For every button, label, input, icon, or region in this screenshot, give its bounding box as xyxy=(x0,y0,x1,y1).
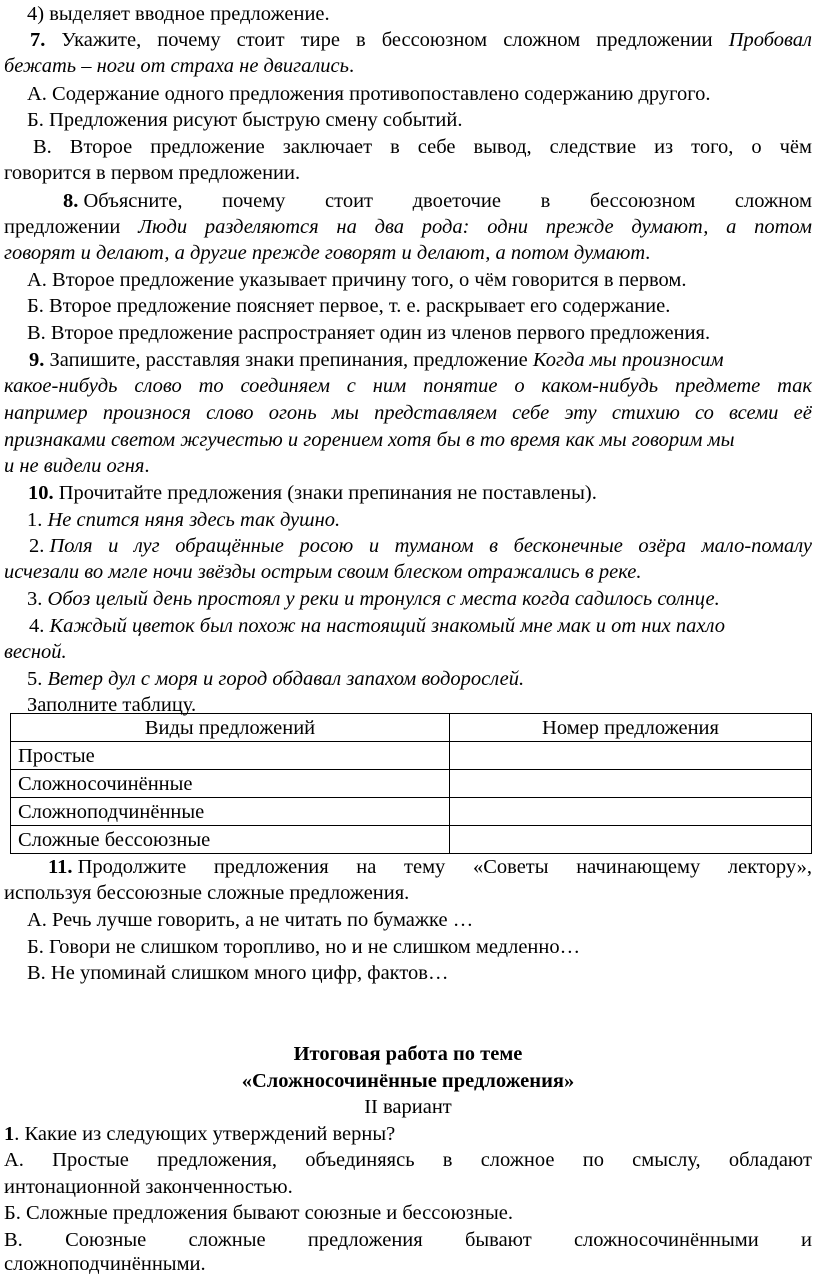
q9-number: 9. xyxy=(29,349,45,371)
final-q1-option-v-line-1: В. Союзные сложные предложения бывают сложносочинёнными и xyxy=(4,1229,812,1251)
q8-option-b: Б. Второе предложение поясняет первое, т. е. раскрывает его содержание. xyxy=(27,295,671,317)
q8-line-3: говорят и делают, а другие прежде говорят и делают, а потом думают. xyxy=(4,242,651,264)
q8-option-a: А. Второе предложение указывает причину того, о чём говорится в первом. xyxy=(27,269,687,291)
q7-option-v-line-1: В. Второе предложение заключает в себе вывод, следствие из того, о чём xyxy=(33,136,812,158)
q10-number: 10. xyxy=(28,482,54,504)
q7-option-v-line-2: говорится в первом предложении. xyxy=(4,162,301,184)
q7-word: Укажите, xyxy=(61,29,142,51)
table-header-row xyxy=(11,714,812,742)
q6-answer-4 xyxy=(27,1,816,28)
q9-line-4: признаками светом жгучестью и горением хотя бы в то время как мы говорим мы xyxy=(4,429,735,451)
q11-option-v: В. Не упоминай слишком много цифр, фактов… xyxy=(27,962,449,984)
q7-line-2: бежать – ноги от страха не двигались. xyxy=(4,55,355,77)
table-cell-input[interactable] xyxy=(450,798,812,826)
table-cell-input[interactable] xyxy=(450,826,812,854)
q7-option-a: А. Содержание одного предложения противопоставлено содержанию другого. xyxy=(27,83,711,105)
final-q1-option-a-line-1: А. Простые предложения, объединяясь в сложное по смыслу, обладают xyxy=(4,1149,812,1171)
q11-option-b: Б. Говори не слишком торопливо, но и не слишком медленно… xyxy=(27,936,581,958)
q8-line-2: предложении Люди разделяются на два рода: одни прежде думают, а потом xyxy=(4,216,812,238)
q11-line-1: 11. Продолжите предложения на тему «Советы начинающему лектору», xyxy=(48,856,812,878)
q8-line-1: 8. Объясните, почему стоит двоеточие в бессоюзном сложном xyxy=(63,190,812,212)
q10-sentence-1: 1. Не спится няня здесь так душно. xyxy=(27,509,341,531)
final-q1-option-a-line-2: интонационной законченностью. xyxy=(4,1176,293,1198)
table-row xyxy=(11,742,812,770)
q10-sentence-2-line-2: исчезали во мгле ночи звёзды острым своим блеском отражались в реке. xyxy=(4,561,642,583)
table-cell: Простые xyxy=(11,742,450,770)
q7-example-end: бежать – ноги от страха не двигались xyxy=(4,55,349,77)
final-title-1: Итоговая работа по теме xyxy=(293,1043,523,1065)
q10-line-1: 10. Прочитайте предложения (знаки препинания не поставлены). xyxy=(28,482,597,504)
q10-sentence-4-line-2: весной. xyxy=(4,641,67,663)
final-title-2: «Сложносочинённые предложения» xyxy=(241,1070,575,1092)
table-row xyxy=(11,770,812,798)
final-q1-option-b: Б. Сложные предложения бывают союзные и бессоюзные. xyxy=(4,1202,513,1224)
q7-option-b: Б. Предложения рисуют быструю смену событий. xyxy=(27,109,463,131)
q9-line-2: какое-нибудь слово то соединяем с ним понятие о каком-нибудь предмете так xyxy=(4,375,812,397)
final-q1: 1. Какие из следующих утверждений верны? xyxy=(4,1123,396,1145)
q9-line-5: и не видели огня. xyxy=(4,455,150,477)
q7-example-start: Пробовал xyxy=(728,29,812,51)
q7-number: 7. xyxy=(30,29,46,51)
q8-option-v: В. Второе предложение распространяет один из членов первого предложения. xyxy=(27,322,711,344)
table-header: Виды предложений xyxy=(11,714,450,742)
table-cell: Сложносочинённые xyxy=(11,770,450,798)
final-q1-option-v-line-2: сложноподчинёнными. xyxy=(4,1253,206,1275)
table-cell-input[interactable] xyxy=(450,742,812,770)
q11-line-2: используя бессоюзные сложные предложения. xyxy=(4,882,410,904)
q10-sentence-3: 3. Обоз целый день простоял у реки и тронулся с места когда садилось солнце. xyxy=(27,588,720,610)
q11-number: 11. xyxy=(48,856,73,878)
table-row xyxy=(11,798,812,826)
q9-line-1: 9. Запишите, расставляя знаки препинания, предложение Когда мы произносим xyxy=(29,349,724,371)
table-row xyxy=(11,826,812,854)
table-cell: Сложноподчинённые xyxy=(11,798,450,826)
q7-line-1: 7. Укажите, почему стоит тире в бессоюзном сложном предложении Пробовал xyxy=(30,27,812,54)
q10-fill-table: Заполните таблицу. xyxy=(27,694,197,716)
answer-text: 4) выделяет вводное предложение. xyxy=(27,3,330,25)
answer-table xyxy=(10,713,812,854)
q8-number: 8. xyxy=(63,190,79,212)
q10-sentence-4-line-1: 4. Каждый цветок был похож на настоящий знакомый мне мак и от них пахло xyxy=(29,615,725,637)
q9-line-3: например произнося слово огонь мы представляем себе эту стихию со всеми её xyxy=(4,402,812,424)
table-cell: Сложные бессоюзные xyxy=(11,826,450,854)
q10-sentence-2-line-1: 2. Поля и луг обращённые росою и туманом в бесконечные озёра мало-помалу xyxy=(29,535,812,557)
q11-option-a: А. Речь лучше говорить, а не читать по бумажке … xyxy=(27,909,474,931)
q10-sentence-5: 5. Ветер дул с моря и город обдавал запахом водорослей. xyxy=(27,668,525,690)
table-cell-input[interactable] xyxy=(450,770,812,798)
variant-label: II вариант xyxy=(364,1096,452,1118)
q8-example-2: говорят и делают, а другие прежде говорят и делают, а потом думают xyxy=(4,242,646,264)
table-header: Номер предложения xyxy=(450,714,812,742)
